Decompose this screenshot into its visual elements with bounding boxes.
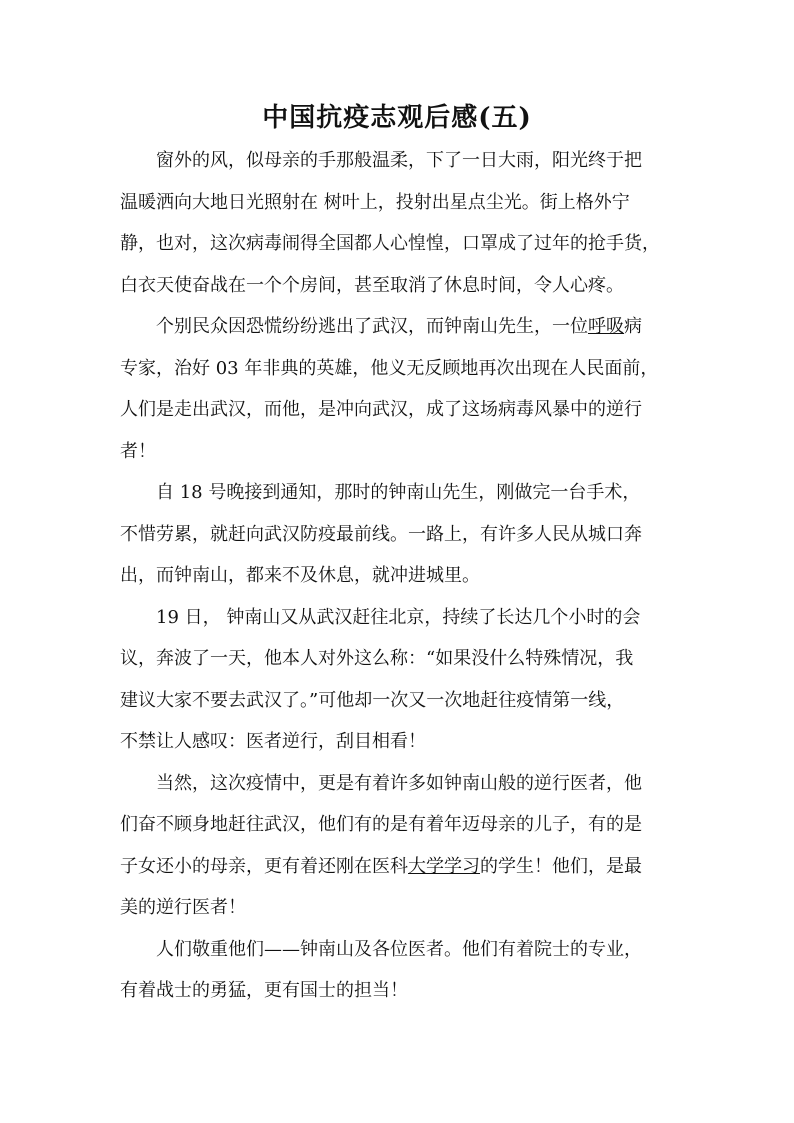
paragraph-4 [120, 597, 680, 763]
paragraph-line: 19 日， 钟南山又从武汉赶往北京，持续了长达几个小时的会 [156, 606, 641, 628]
paragraph-line: 温暖洒向大地日光照射在 树叶上，投射出星点尘光。街上格外宁 [120, 191, 630, 213]
paragraph-line [120, 306, 680, 348]
paragraph-line: 白衣天使奋战在一个个房间，甚至取消了休息时间，令人心疼。 [120, 274, 624, 296]
paragraph-line: 出，而钟南山，都来不及休息，就冲进城里。 [120, 565, 480, 586]
paragraph-line: 静，也对，这次病毒闹得全国都人心惶惶，口罩成了过年的抢手货， [120, 233, 660, 254]
paragraph-line: 窗外的风，似母亲的手那般温柔，下了一日大雨，阳光终于把 [156, 150, 642, 171]
paragraph-5 [120, 763, 680, 929]
paragraph-line: 者！ [120, 440, 156, 462]
paragraph-line: 建议大家不要去武汉了。”可他却一次又一次地赶往疫情第一线， [120, 689, 625, 711]
line-text: 个别民众因恐慌纷纷逃出了武汉，而钟南山先生，一位 [156, 316, 588, 337]
paragraph-line: 当然，这次疫情中，更是有着许多如钟南山般的逆行医者，他 [156, 772, 642, 794]
paragraph-line [120, 846, 680, 888]
paragraph-line: 自 18 号晚接到通知，那时的钟南山先生，刚做完一台手术， [156, 482, 641, 503]
paragraph-line: 议，奔波了一天，他本人对外这么称：“如果没什么特殊情况，我 [120, 648, 634, 669]
paragraph-3 [120, 472, 680, 597]
paragraph-line: 不惜劳累，就赶向武汉防疫最前线。一路上，有许多人民从城口奔 [120, 523, 642, 545]
line-text: 子女还小的母亲，更有着还刚在医科 [120, 855, 408, 877]
document-body [120, 140, 680, 1012]
paragraph-line: 有着战士的勇猛，更有国士的担当！ [120, 980, 408, 1001]
hyperlink-breathing[interactable]: 呼吸 [588, 316, 624, 337]
paragraph-line: 专家，治好 03 年非典的英雄，他义无反顾地再次出现在人民面前， [120, 357, 659, 379]
paragraph-6 [120, 929, 680, 1012]
hyperlink-university-study[interactable]: 大学学习 [408, 855, 480, 877]
paragraph-line: 人们是走出武汉，而他，是冲向武汉，成了这场病毒风暴中的逆行 [120, 399, 642, 420]
document-title: 中国抗疫志观后感(五) [262, 103, 532, 133]
paragraph-line: 不禁让人感叹：医者逆行，刮目相看！ [120, 731, 426, 752]
paragraph-2 [120, 306, 680, 472]
paragraph-line: 们奋不顾身地赶往武汉，他们有的是有着年迈母亲的儿子，有的是 [120, 814, 642, 835]
paragraph-line: 人们敬重他们——钟南山及各位医者。他们有着院士的专业， [156, 938, 642, 960]
line-text: 病 [624, 316, 642, 337]
paragraph-line: 美的逆行医者！ [120, 897, 246, 918]
line-text: 的学生！他们，是最 [480, 855, 642, 877]
paragraph-1 [120, 140, 680, 306]
